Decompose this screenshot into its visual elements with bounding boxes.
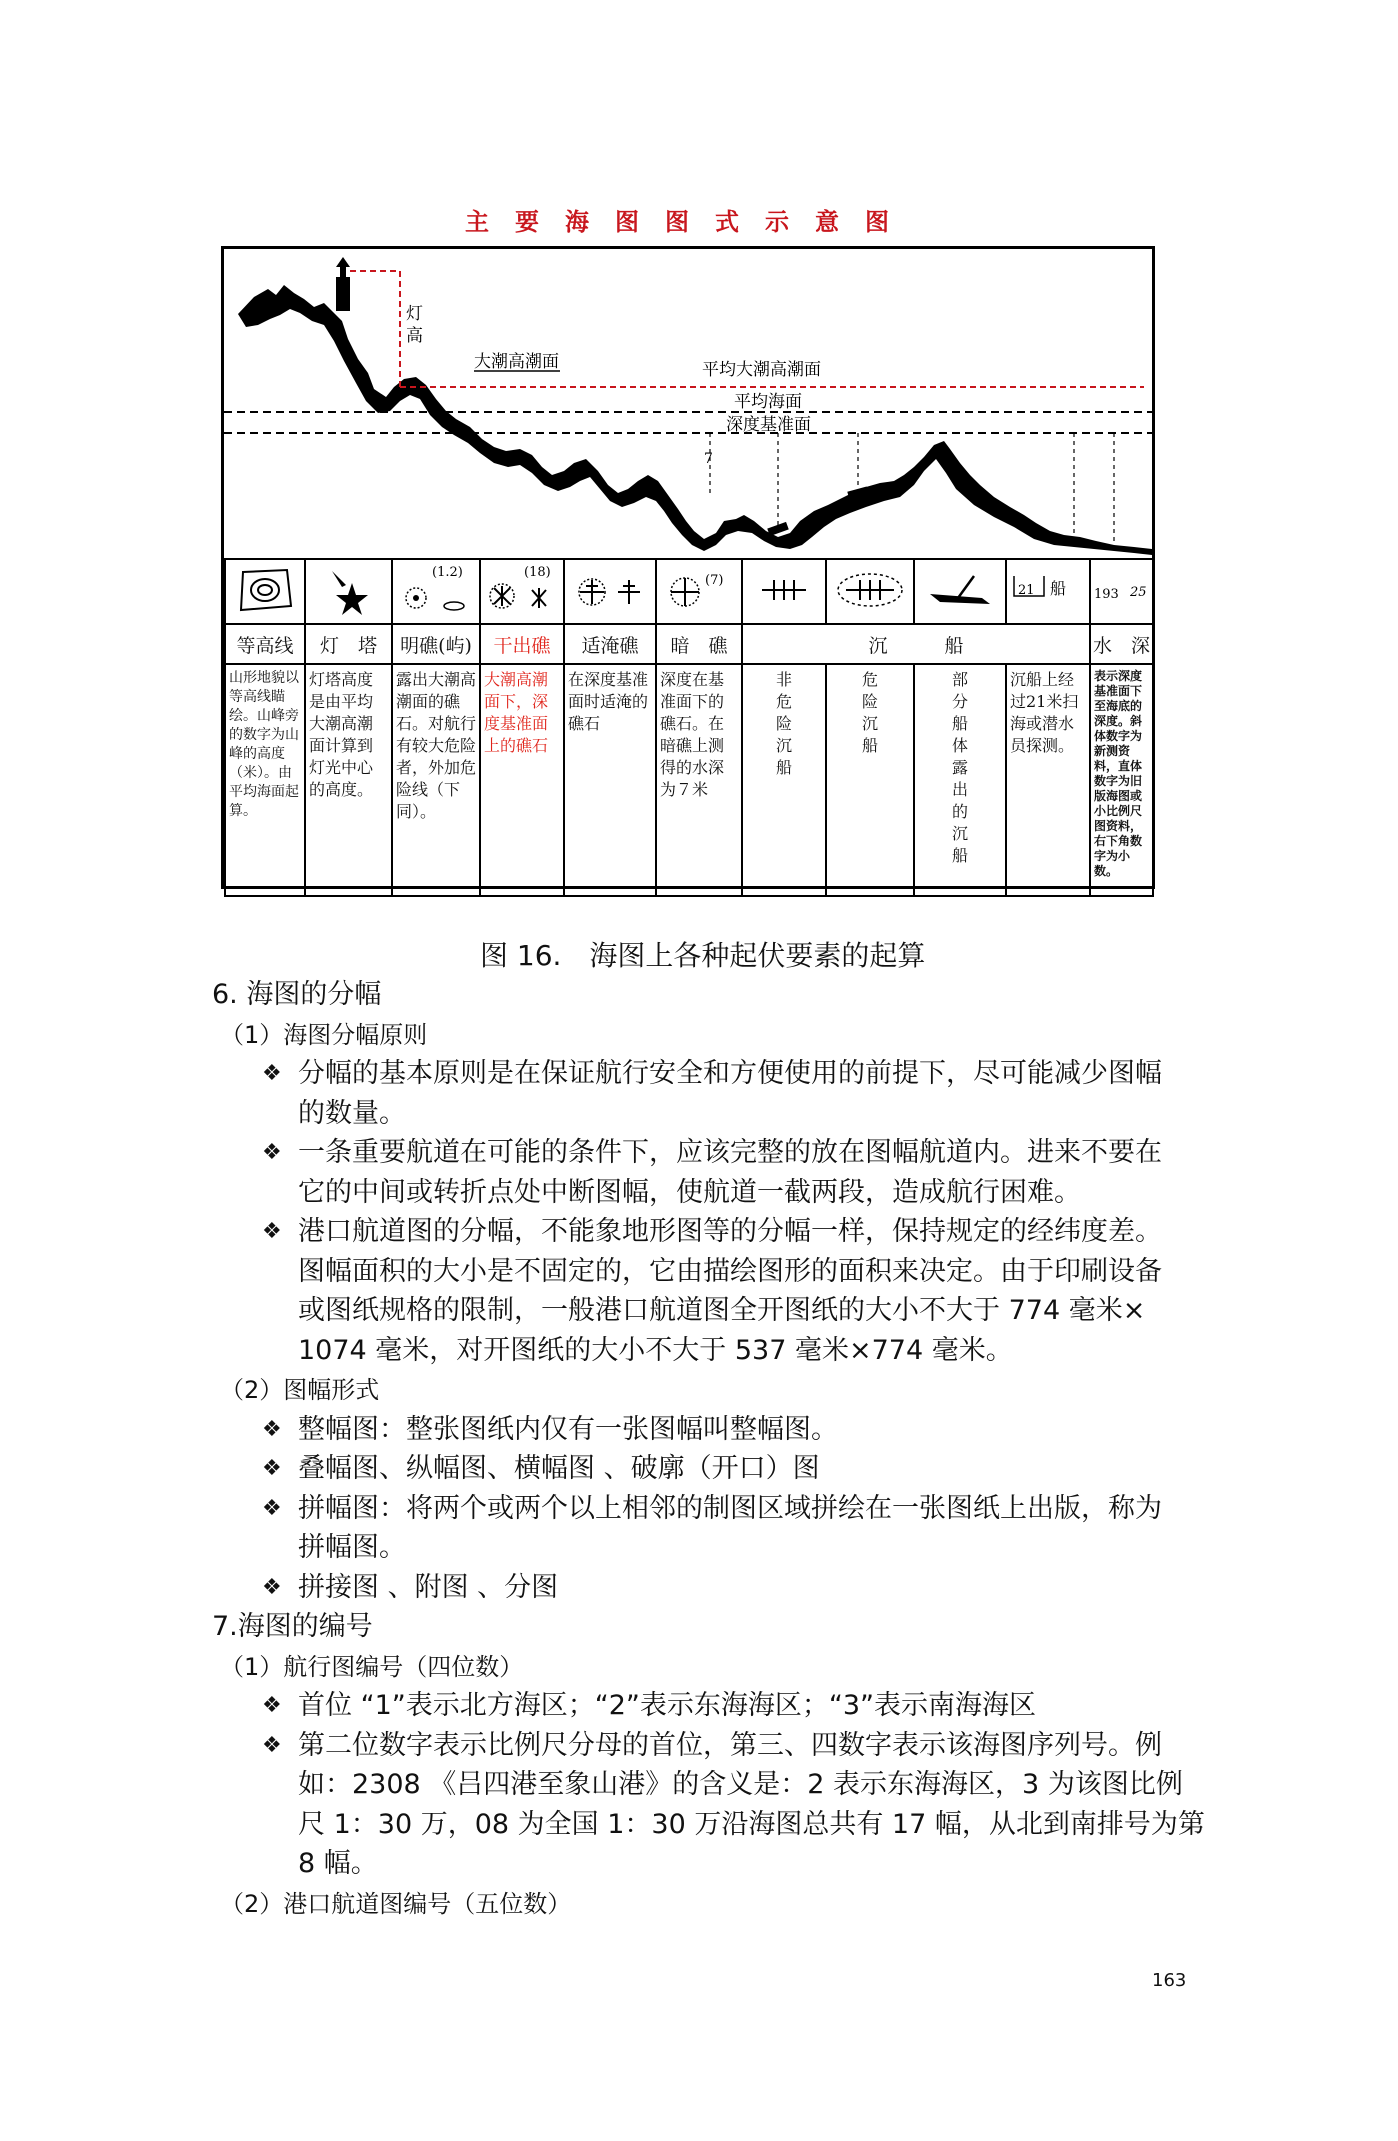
- sunken-rock-symbol: [656, 559, 742, 624]
- section-heading: 6. 海图的分幅: [212, 979, 382, 1010]
- lighthouse-tower: [336, 277, 350, 311]
- bullet-icon: ❖: [262, 1456, 282, 1481]
- column-name-awash-rock: 适淹礁: [564, 624, 656, 664]
- swept-wreck-symbol: [1006, 559, 1090, 624]
- chart-figure: [221, 246, 1155, 889]
- column-name-sunken-rock: 暗 礁: [656, 624, 742, 664]
- svg-text:(1.2): (1.2): [432, 564, 463, 580]
- svg-text:(7): (7): [705, 572, 724, 588]
- bullet-text-continued: 1074 毫米，对开图纸的大小不大于 537 毫米×774 毫米。: [298, 1334, 1013, 1366]
- figure-title: 主要海图图式示意图: [465, 207, 915, 236]
- bullet-icon: ❖: [262, 1416, 282, 1442]
- bullet-icon: ❖: [262, 1732, 282, 1758]
- wreck-icon: [762, 580, 806, 600]
- desc-contour: 山形地貌以等高线瞄绘。山峰旁的数字为山峰的高度（米）。由平均海面起算。: [225, 664, 305, 896]
- desc-awash-rock: 在深度基准面时适淹的礁石: [564, 664, 656, 896]
- desc-partly-exposed-wreck: 部分船体露出的沉船: [914, 664, 1006, 896]
- lighthouse-symbol: [305, 559, 392, 624]
- section-heading: （1）航行图编号（四位数）: [220, 1652, 524, 1681]
- lighthouse-lamp: [340, 267, 346, 277]
- depth-datum-label: 深度基准面: [726, 415, 811, 435]
- bullet-icon: ❖: [262, 1574, 282, 1600]
- desc-drying-rock: 大潮高潮面下，深度基准面上的礁石: [480, 664, 564, 896]
- section-heading: （1）海图分幅原则: [220, 1020, 428, 1049]
- column-name-drying-rock: 干出礁: [480, 624, 564, 664]
- desc-depth: 表示深度基准面下至海底的深度。斜体数字为新测资料，直体数字为旧版海图或小比例尺图资料，右下角数字为小数。: [1090, 664, 1153, 896]
- depth-upright-number: 193: [1093, 586, 1119, 602]
- islet-symbol: [392, 559, 480, 624]
- bullet-text-continued: 拼幅图。: [298, 1532, 406, 1563]
- column-name-depth: 水 深: [1090, 624, 1153, 664]
- drying-rock-symbol: [480, 559, 564, 624]
- depth-italic-number: 25: [1129, 584, 1147, 600]
- lighthouse-star-icon: [332, 571, 346, 587]
- bullet-text: 分幅的基本原则是在保证航行安全和方便使用的前提下，尽可能减少图幅: [298, 1058, 1162, 1089]
- bullet-icon: ❖: [262, 1219, 282, 1244]
- bullet-text: 整幅图：整张图纸内仅有一张图幅叫整幅图。: [298, 1413, 838, 1445]
- bullet-text-continued: 它的中间或转折点处中断图幅，使航道一截两段，造成航行困难。: [298, 1176, 1081, 1208]
- awash-rock-symbol: [564, 559, 656, 624]
- column-name-lighthouse: 灯 塔: [305, 624, 392, 664]
- bullet-icon: ❖: [262, 1061, 282, 1086]
- terrain-silhouette: [238, 285, 1152, 555]
- bullet-text: 一条重要航道在可能的条件下，应该完整的放在图幅航道内。进来不要在: [298, 1137, 1162, 1168]
- section-heading: 7.海图的编号: [212, 1611, 373, 1642]
- desc-islet: 露出大潮高潮面的礁石。对航行有较大危险者，外加危险线（下同）。: [392, 664, 480, 896]
- bullet-text-continued: 尺 1：30 万，08 为全国 1：30 万沿海图总共有 17 幅，从北到南排号为第: [298, 1808, 1205, 1840]
- bullet-text-continued: 的数量。: [298, 1097, 406, 1129]
- bullet-text-continued: 或图纸规格的限制，一般港口航道图全开图纸的大小不大于 774 毫米×: [298, 1295, 1146, 1326]
- desc-lighthouse: 灯塔高度是由平均大潮高潮面计算到灯光中心的高度。: [305, 664, 392, 896]
- bullet-text: 港口航道图的分幅，不能象地形图等的分幅一样，保持规定的经纬度差。: [298, 1216, 1162, 1247]
- svg-text:船: 船: [1050, 578, 1067, 598]
- chart-symbol-table: [224, 558, 1154, 897]
- desc-dangerous-wreck: 危险沉船: [826, 664, 914, 896]
- desc-non-dangerous-wreck: 非危险沉船: [742, 664, 826, 896]
- mean-high-tide-label: 平均大潮高潮面: [702, 360, 821, 380]
- dangerous-wreck-symbol: [826, 559, 914, 624]
- column-name-contour: 等高线: [225, 624, 305, 664]
- lighthouse-roof: [336, 257, 350, 267]
- bullet-text: 首位 “1”表示北方海区；“2”表示东海海区；“3”表示南海海区: [298, 1690, 1037, 1721]
- contour-symbol: [225, 559, 305, 624]
- light-height-label-1: 灯: [406, 304, 423, 324]
- bullet-icon: ❖: [262, 1495, 282, 1521]
- bullet-text-continued: 图幅面积的大小是不固定的，它由描绘图形的面积来决定。由于印刷设备: [298, 1255, 1162, 1287]
- column-name-wreck: 沉 船: [742, 624, 1090, 664]
- figure-caption: 图 16. 海图上各种起伏要素的起算: [480, 939, 926, 972]
- page-number: 163: [1152, 1970, 1187, 1991]
- depth-seven-label: 7: [704, 451, 713, 467]
- bullet-text: 第二位数字表示比例尺分母的首位，第三、四数字表示该海图序列号。例: [298, 1729, 1162, 1761]
- high-tide-label: 大潮高潮面: [474, 352, 559, 372]
- non-dangerous-wreck-symbol: [742, 559, 826, 624]
- svg-text:21: 21: [1018, 582, 1035, 598]
- desc-swept-wreck: 沉船上经过21米扫海或潜水员探测。: [1006, 664, 1090, 896]
- column-name-islet: 明礁(屿): [392, 624, 480, 664]
- section-heading: （2）图幅形式: [220, 1376, 380, 1404]
- bullet-text: 叠幅图、纵幅图、横幅图 、破廓（开口）图: [298, 1453, 820, 1484]
- desc-sunken-rock: 深度在基准面下的礁石。在暗礁上测得的水深为７米: [656, 664, 742, 896]
- mean-sea-level-label: 平均海面: [734, 392, 802, 412]
- light-height-label-2: 高: [406, 326, 423, 346]
- bullet-text: 拼幅图：将两个或两个以上相邻的制图区域拼绘在一张图纸上出版，称为: [298, 1492, 1162, 1524]
- depth-symbol: [1090, 559, 1153, 624]
- contour-icon: [241, 570, 291, 610]
- bullet-text: 拼接图 、附图 、分图: [298, 1571, 559, 1603]
- bullet-text-continued: 8 幅。: [298, 1848, 378, 1879]
- seabed-profile-diagram: [224, 249, 1152, 559]
- section-heading: （2）港口航道图编号（五位数）: [220, 1889, 572, 1918]
- partly-exposed-wreck-symbol: [914, 559, 1006, 624]
- svg-text:(18): (18): [524, 564, 551, 580]
- bullet-text-continued: 如：2308 《吕四港至象山港》的含义是：2 表示东海海区，3 为该图比例: [298, 1769, 1183, 1800]
- bullet-icon: ❖: [262, 1693, 282, 1718]
- bullet-icon: ❖: [262, 1140, 282, 1165]
